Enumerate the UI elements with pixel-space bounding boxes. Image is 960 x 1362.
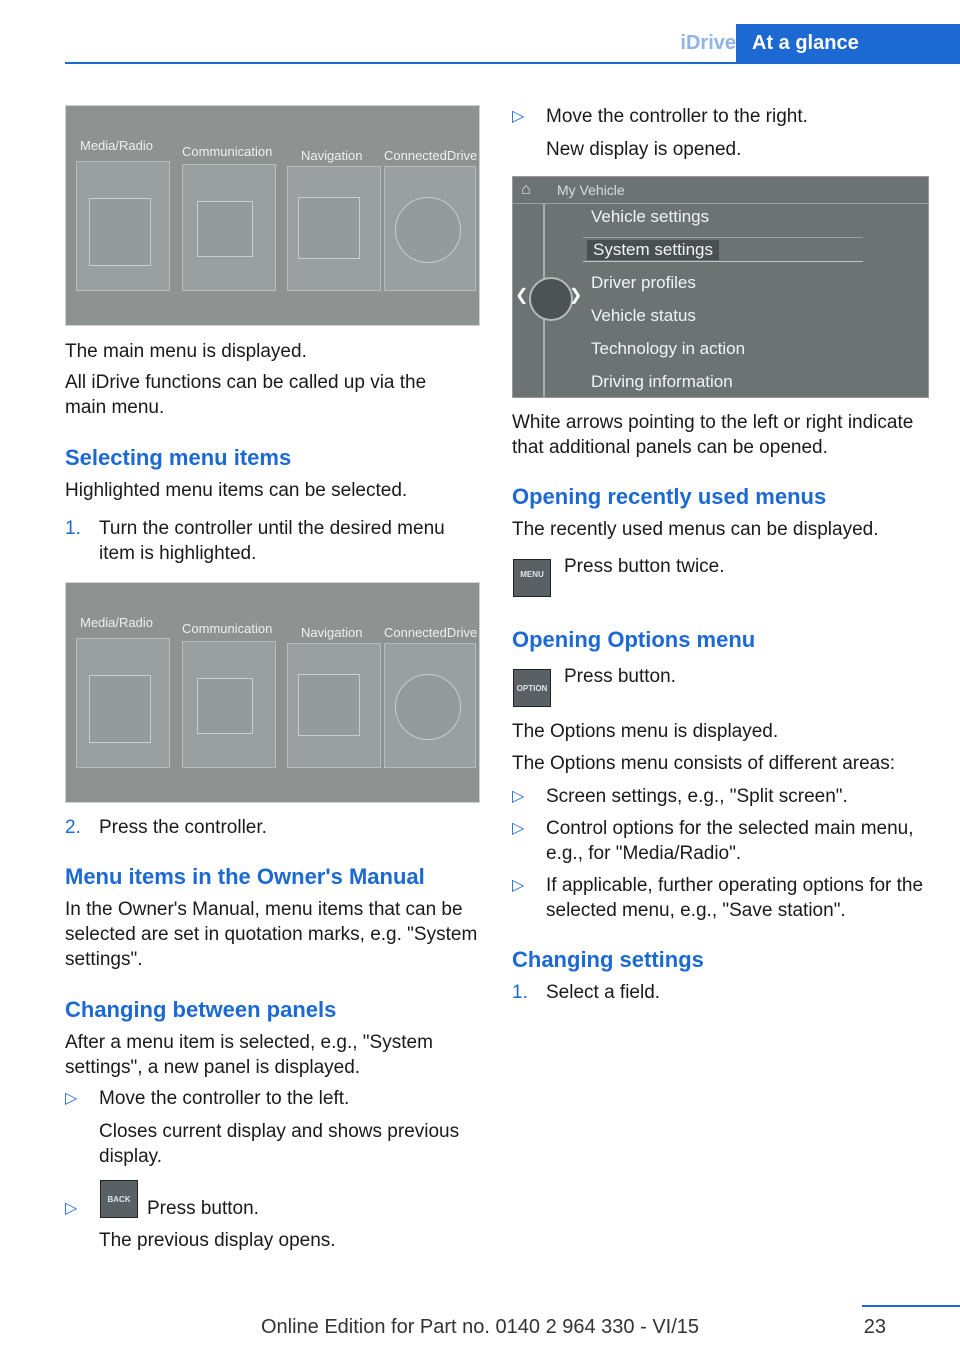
bullet-item: [512, 816, 927, 868]
tile-label: Media/Radio: [80, 615, 153, 630]
bullet-text: Screen settings, e.g., "Split screen".: [546, 786, 848, 807]
tile-label: Communication: [182, 144, 273, 159]
step-item: [65, 815, 480, 841]
connecteddrive-tile: [384, 643, 476, 768]
media-tile: [76, 638, 170, 768]
connecteddrive-tile: [384, 166, 476, 291]
bullet-item: [512, 873, 927, 925]
menu-item: Driving information: [591, 372, 733, 391]
page-number: 23: [863, 1316, 886, 1338]
bullet-subtext: The previous display opens.: [99, 1230, 336, 1251]
bullet-item: [65, 1086, 480, 1166]
bullet-item: [512, 784, 927, 810]
bullet-item: [65, 1180, 480, 1256]
step-text: Turn the controller until the desired menu item is highlighted.: [99, 518, 445, 564]
bullet-subtext: New display is opened.: [546, 139, 742, 160]
tile-label: ConnectedDrive: [384, 625, 478, 640]
triangle-bullet-icon: ▷: [512, 788, 525, 805]
paragraph: The recently used menus can be displayed.: [512, 519, 879, 540]
paragraph: The main menu is displayed.: [65, 341, 307, 362]
footer-text: Online Edition for Part no. 0140 2 964 330 - VI/15: [260, 1316, 700, 1338]
menu-item: Technology in action: [591, 339, 746, 358]
bullet-text: Control options for the selected main menu, e.g., for "Media/Radio".: [546, 818, 914, 864]
back-button-icon: BACK: [100, 1180, 138, 1218]
menu-item: Vehicle status: [591, 306, 696, 325]
tile-label: ConnectedDrive: [384, 148, 478, 163]
paragraph: The Options menu is displayed.: [512, 721, 779, 742]
triangle-bullet-icon: ▷: [65, 1090, 78, 1107]
menu-item: Driver profiles: [591, 273, 696, 292]
tile-label: Media/Radio: [80, 138, 153, 153]
paragraph: Press button.: [564, 666, 676, 687]
paragraph: After a menu item is selected, e.g., "System settings", a new panel is displayed.: [65, 1032, 433, 1078]
paragraph: White arrows pointing to the left or right indicate that additional panels can be opened.: [512, 412, 914, 458]
step-text: Select a field.: [546, 982, 661, 1003]
navigation-tile: [287, 643, 381, 768]
option-button-icon: OPTION: [513, 669, 551, 707]
controller-knob: [529, 277, 573, 321]
bullet-text: If applicable, further operating options for the selected menu, e.g., "Save station".: [546, 875, 924, 921]
main-menu-screenshot-2: [65, 582, 480, 803]
step-item: [65, 516, 480, 568]
menu-item: Vehicle settings: [591, 207, 710, 226]
heading-selecting-menu-items: Selecting menu items: [65, 445, 292, 470]
media-tile: [76, 161, 170, 291]
triangle-bullet-icon: ▷: [65, 1200, 78, 1217]
triangle-bullet-icon: ▷: [512, 820, 525, 837]
tile-label: Communication: [182, 621, 273, 636]
bullet-text: Press button.: [147, 1198, 259, 1219]
heading-changing-settings: Changing settings: [512, 947, 704, 972]
heading-recent-menus: Opening recently used menus: [512, 484, 827, 509]
right-arrow-icon: ❯: [569, 287, 583, 304]
left-arrow-icon: ❮: [515, 287, 529, 304]
vehicle-menu-screenshot: [512, 176, 929, 398]
communication-tile: [182, 164, 276, 291]
triangle-bullet-icon: ▷: [512, 877, 525, 894]
bullet-text: Move the controller to the right.: [546, 106, 808, 127]
menu-title: My Vehicle: [557, 182, 625, 198]
section-title: iDrive: [680, 32, 736, 54]
paragraph: Press button twice.: [564, 556, 725, 577]
bullet-subtext: Closes current display and shows previous display.: [99, 1121, 460, 1167]
bullet-text: Move the controller to the left.: [99, 1088, 350, 1109]
tile-label: Navigation: [301, 148, 363, 163]
step-item: [512, 980, 927, 1006]
paragraph: The Options menu consists of different areas:: [512, 753, 896, 774]
home-icon: ⌂: [521, 181, 531, 198]
menu-button-icon: MENU: [513, 559, 551, 597]
heading-changing-panels: Changing between panels: [65, 997, 337, 1022]
triangle-bullet-icon: ▷: [512, 108, 525, 125]
navigation-tile: [287, 166, 381, 291]
page-number-rule: [862, 1305, 960, 1307]
heading-options-menu: Opening Options menu: [512, 627, 756, 652]
menu-item-selected: System settings: [587, 240, 719, 260]
step-number: 1.: [65, 518, 81, 539]
paragraph: Highlighted menu items can be selected.: [65, 480, 408, 501]
step-number: 2.: [65, 817, 81, 838]
paragraph: All iDrive functions can be called up via the main menu.: [65, 372, 427, 418]
step-text: Press the controller.: [99, 817, 267, 838]
main-menu-screenshot-1: [65, 105, 480, 326]
tile-label: Navigation: [301, 625, 363, 640]
bullet-item: [512, 104, 927, 164]
communication-tile: [182, 641, 276, 768]
heading-menu-items-manual: Menu items in the Owner's Manual: [65, 864, 425, 889]
paragraph: In the Owner's Manual, menu items that can be selected are set in quotation marks, e.g. "System settings".: [65, 899, 478, 970]
step-number: 1.: [512, 982, 528, 1003]
page-header: [65, 24, 960, 64]
chapter-tab: At a glance: [736, 24, 960, 62]
